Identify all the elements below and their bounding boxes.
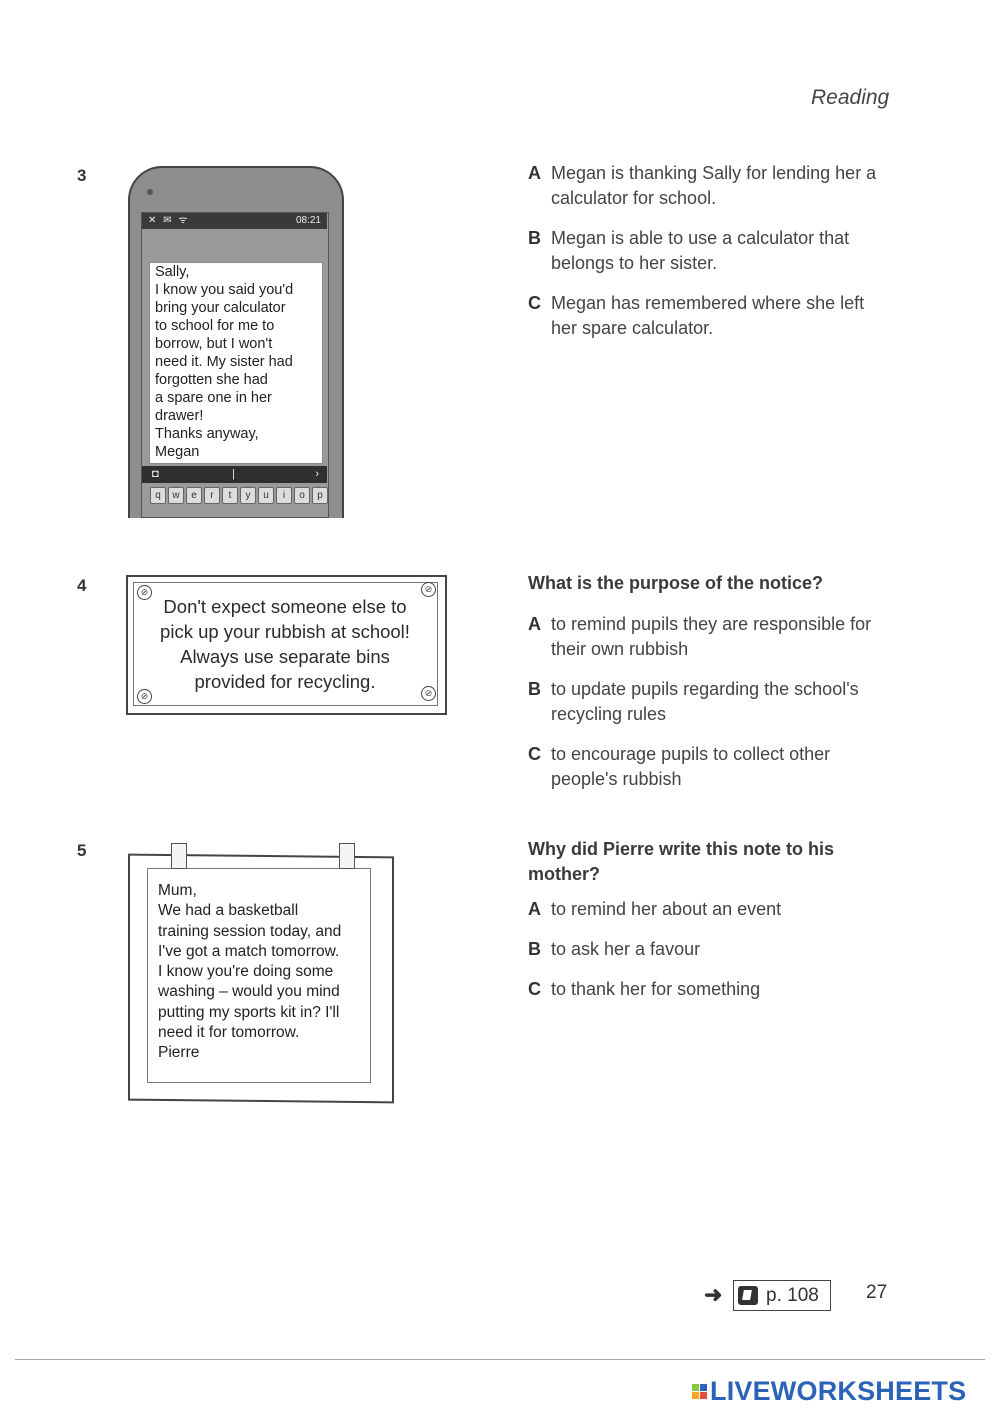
page-reference-text: p. 108 bbox=[766, 1285, 819, 1306]
question-5-prompt: Why did Pierre write this note to his mother? bbox=[528, 839, 835, 884]
key: o bbox=[294, 487, 310, 504]
option-3c[interactable]: C Megan has remembered where she left her spare calculator. bbox=[528, 293, 865, 338]
key: p bbox=[312, 487, 328, 504]
section-title: Reading bbox=[811, 86, 890, 109]
phone-camera-icon bbox=[147, 189, 153, 195]
notice-text: Don't expect someone else to pick up your rubbish at school! Always use separate bins provided for recycling. bbox=[160, 596, 410, 692]
camera-icon: ◘ bbox=[152, 468, 159, 480]
option-5b[interactable]: B to ask her a favour bbox=[528, 939, 701, 959]
option-4c[interactable]: C to encourage pupils to collect other people's rubbish bbox=[528, 744, 831, 789]
screw-icon: ⊘ bbox=[421, 686, 436, 701]
key: y bbox=[240, 487, 256, 504]
brand-logo bbox=[692, 1376, 966, 1406]
option-4a[interactable]: A to remind pupils they are responsible for their own rubbish bbox=[528, 614, 872, 659]
question-number-4: 4 bbox=[77, 576, 87, 595]
tape-icon bbox=[339, 843, 355, 869]
option-5a[interactable]: A to remind her about an event bbox=[528, 899, 782, 919]
text-message: Sally, I know you said you'd bring your calculator to school for me to borrow, but I won't need it. My sister had forgotten she had a spare one in her drawer! Thanks anyway, Megan bbox=[155, 264, 294, 460]
key: i bbox=[276, 487, 292, 504]
phone-keyboard bbox=[150, 487, 328, 504]
key: t bbox=[222, 487, 238, 504]
key: e bbox=[186, 487, 202, 504]
arrow-icon: ➜ bbox=[704, 1282, 723, 1307]
footer-divider bbox=[15, 1359, 985, 1360]
send-icon: › bbox=[315, 468, 319, 480]
status-icons: ✕ ✉ ᯤ bbox=[148, 215, 190, 226]
screw-icon: ⊘ bbox=[137, 689, 152, 704]
question-number-3: 3 bbox=[77, 166, 87, 185]
book-icon bbox=[738, 1286, 758, 1305]
question-number-5: 5 bbox=[77, 841, 87, 860]
page-number: 27 bbox=[866, 1282, 888, 1303]
tape-icon bbox=[171, 843, 187, 869]
key: q bbox=[150, 487, 166, 504]
note-text: Mum, We had a basketball training session today, and I've got a match tomorrow. I know you're doing some washing – would you mind putting my sports kit in? I'll need it for tomorrow. Pierre bbox=[158, 882, 342, 1062]
screw-icon: ⊘ bbox=[421, 582, 436, 597]
option-5c[interactable]: C to thank her for something bbox=[528, 979, 761, 999]
phone-toolbar bbox=[142, 466, 327, 483]
option-3a[interactable]: A Megan is thanking Sally for lending her a calculator for school. bbox=[528, 163, 877, 208]
key: u bbox=[258, 487, 274, 504]
page-reference-link[interactable] bbox=[733, 1280, 831, 1311]
liveworksheets-icon bbox=[692, 1384, 707, 1399]
option-3b[interactable]: B Megan is able to use a calculator that belongs to her sister. bbox=[528, 228, 850, 273]
key: w bbox=[168, 487, 184, 504]
option-4b[interactable]: B to update pupils regarding the school's recycling rules bbox=[528, 679, 859, 724]
screw-icon: ⊘ bbox=[137, 585, 152, 600]
phone-time: 08:21 bbox=[295, 215, 321, 226]
phone-status-bar bbox=[142, 213, 327, 229]
brand-name: LIVEWORKSHEETS bbox=[710, 1375, 967, 1406]
key: r bbox=[204, 487, 220, 504]
question-4-prompt: What is the purpose of the notice? bbox=[528, 573, 824, 593]
cursor-icon: | bbox=[232, 468, 235, 480]
